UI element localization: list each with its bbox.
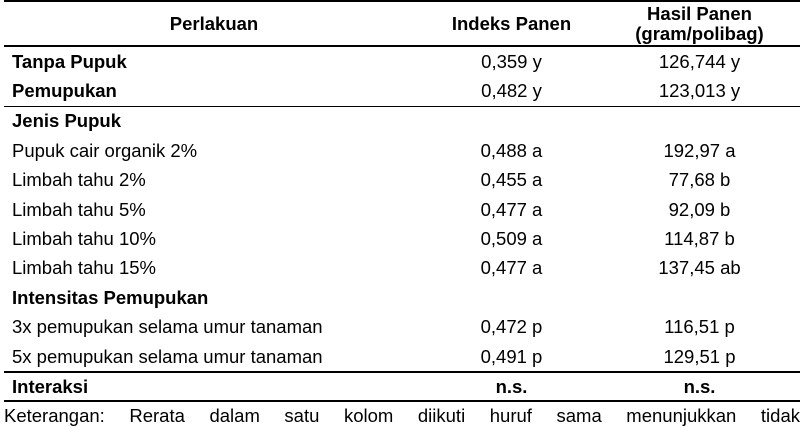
table-row-interaksi xyxy=(4,372,800,401)
table-row-group-heading xyxy=(4,283,800,312)
table-row xyxy=(4,46,800,76)
row-indeks: 0,477 a xyxy=(480,198,543,220)
row-hasil xyxy=(599,106,800,136)
row-hasil: 77,68 b xyxy=(668,169,731,191)
row-label: Limbah tahu 10% xyxy=(12,228,156,250)
row-hasil: n.s. xyxy=(599,372,800,401)
row-label: Limbah tahu 15% xyxy=(12,257,156,279)
row-indeks: 0,509 a xyxy=(480,228,543,250)
row-indeks: n.s. xyxy=(424,372,599,401)
row-label: Limbah tahu 2% xyxy=(12,169,146,191)
header-perlakuan: Perlakuan xyxy=(4,1,424,46)
row-indeks: 0,488 a xyxy=(480,139,543,161)
table-row xyxy=(4,136,800,165)
row-hasil xyxy=(599,283,800,312)
table-footnote: Keterangan: Rerata dalam satu kolom diikuti huruf sama menunjukkan tidak xyxy=(4,405,800,426)
header-hasil-panen-line1: Hasil Panen xyxy=(647,2,752,24)
row-label: Limbah tahu 5% xyxy=(12,198,146,220)
table-row xyxy=(4,224,800,253)
row-indeks: 0,455 a xyxy=(480,169,543,191)
table-row-group-heading xyxy=(4,106,800,136)
group-heading-intensitas-pemupukan: Intensitas Pemupukan xyxy=(12,286,209,308)
header-hasil-panen-line2: (gram/polibag) xyxy=(635,22,764,44)
row-indeks: 0,477 a xyxy=(480,257,543,279)
results-table-container xyxy=(4,0,800,402)
table-row xyxy=(4,166,800,195)
row-label: 5x pemupukan selama umur tanaman xyxy=(12,345,323,367)
row-label: Interaksi xyxy=(4,372,424,401)
row-indeks: 0,472 p xyxy=(480,316,543,338)
row-label: Pemupukan xyxy=(12,80,117,102)
row-indeks: 0,491 p xyxy=(480,345,543,367)
row-label: Pupuk cair organik 2% xyxy=(12,139,198,161)
row-indeks: 0,482 y xyxy=(481,80,542,102)
row-hasil: 192,97 a xyxy=(663,139,736,161)
row-indeks xyxy=(424,106,599,136)
row-hasil: 114,87 b xyxy=(664,228,735,250)
table-row xyxy=(4,313,800,342)
group-heading-jenis-pupuk: Jenis Pupuk xyxy=(4,106,424,136)
row-label: 3x pemupukan selama umur tanaman xyxy=(12,316,323,338)
row-hasil: 129,51 p xyxy=(663,345,736,367)
table-header-row xyxy=(4,1,800,46)
row-indeks: 0,359 y xyxy=(481,50,542,72)
row-hasil: 126,744 y xyxy=(658,50,741,72)
results-table xyxy=(4,0,800,402)
row-label: Tanpa Pupuk xyxy=(12,50,127,72)
row-indeks xyxy=(424,283,599,312)
table-row xyxy=(4,254,800,283)
header-hasil-panen xyxy=(599,1,800,46)
header-indeks-panen: Indeks Panen xyxy=(424,1,599,46)
row-hasil: 123,013 y xyxy=(658,80,741,102)
table-row xyxy=(4,342,800,372)
row-hasil: 116,51 p xyxy=(664,316,735,338)
row-hasil: 137,45 ab xyxy=(658,257,741,279)
row-hasil: 92,09 b xyxy=(668,198,731,220)
table-row xyxy=(4,76,800,106)
table-row xyxy=(4,195,800,224)
